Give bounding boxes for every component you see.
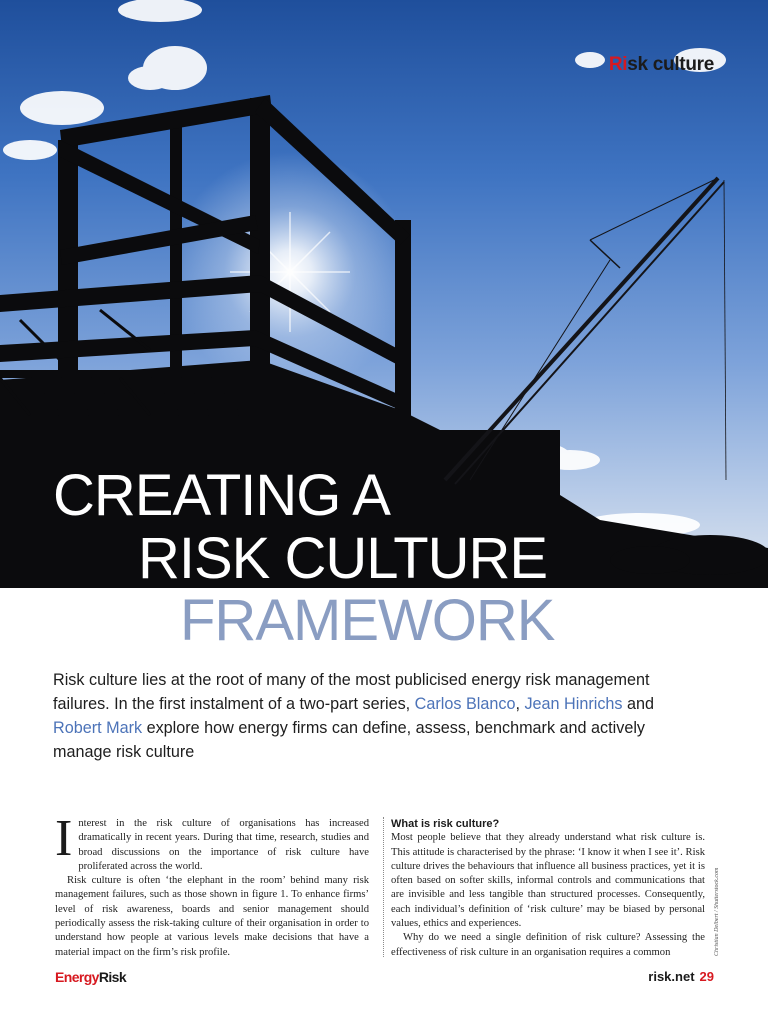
- author-jean-hinrichs: Jean Hinrichs: [524, 695, 623, 713]
- standfirst-text-2: explore how energy firms can define, assess, benchmark and actively manage risk culture: [53, 719, 646, 761]
- section-label-text: sk culture: [627, 54, 714, 75]
- standfirst-separator-1: ,: [515, 695, 520, 713]
- site-name: risk.net: [648, 969, 695, 984]
- drop-cap: I: [55, 810, 73, 867]
- section-label-accent: Ri: [608, 54, 628, 75]
- subheading-what-is-risk-culture: What is risk culture?: [391, 818, 500, 830]
- body-paragraph-4: Why do we need a single definition of risk culture? Assessing the effectiveness of risk culture in an organisation requires a common: [391, 932, 705, 958]
- body-paragraph-1: [55, 810, 369, 874]
- title-line-1: CREATING A: [53, 463, 390, 528]
- title-line-2: RISK CULTURE: [138, 526, 548, 591]
- body-paragraph-1-text: nterest in the risk culture of organisations has increased dramatically in recent years. During that time, research, studies and broad discussions on the importance of risk culture have proliferated across the world.: [78, 818, 369, 872]
- author-robert-mark: Robert Mark: [53, 719, 143, 737]
- page-footer: [648, 969, 714, 984]
- section-label: [609, 54, 714, 76]
- page-number: 29: [699, 969, 714, 984]
- body-column-left: [55, 810, 369, 960]
- column-divider: [383, 817, 384, 957]
- logo-risk: Risk: [98, 969, 127, 985]
- standfirst-separator-2: and: [627, 695, 655, 713]
- logo-energy: Energy: [55, 969, 99, 985]
- standfirst-text-1: Risk culture lies at the root of many of the most publicised energy risk management failures. In the first instalment of a two-part series,: [53, 671, 650, 713]
- body-paragraph-2: Risk culture is often ‘the elephant in the room’ behind many risk management failures, such as those shown in figure 1. To enhance firms’ level of risk awareness, boards and senior management should periodically assess the risk-taking culture of their organisation in order to understand how people at various levels make decisions that have a material impact on the firm’s risk profile.: [55, 875, 369, 958]
- author-carlos-blanco: Carlos Blanco: [414, 695, 516, 713]
- body-paragraph-3: Most people believe that they already understand what risk culture is. This attitude is characterised by the phrase: ‘I know it when I see it’. Risk culture drives the behaviours that influence all business practices, yet it is often based on softer skills, informal controls and communications that are invisible and less tangible than structured processes. Consequently, each individual’s definition of ‘risk culture’ may be biased by personal values, ethics and experiences.: [391, 832, 705, 930]
- body-column-right: [391, 817, 705, 960]
- standfirst: [53, 668, 693, 764]
- energy-risk-logo: [55, 969, 126, 985]
- title-line-3: FRAMEWORK: [180, 588, 555, 653]
- photo-credit: Christian Delbert / Shutterstock.com: [714, 867, 720, 956]
